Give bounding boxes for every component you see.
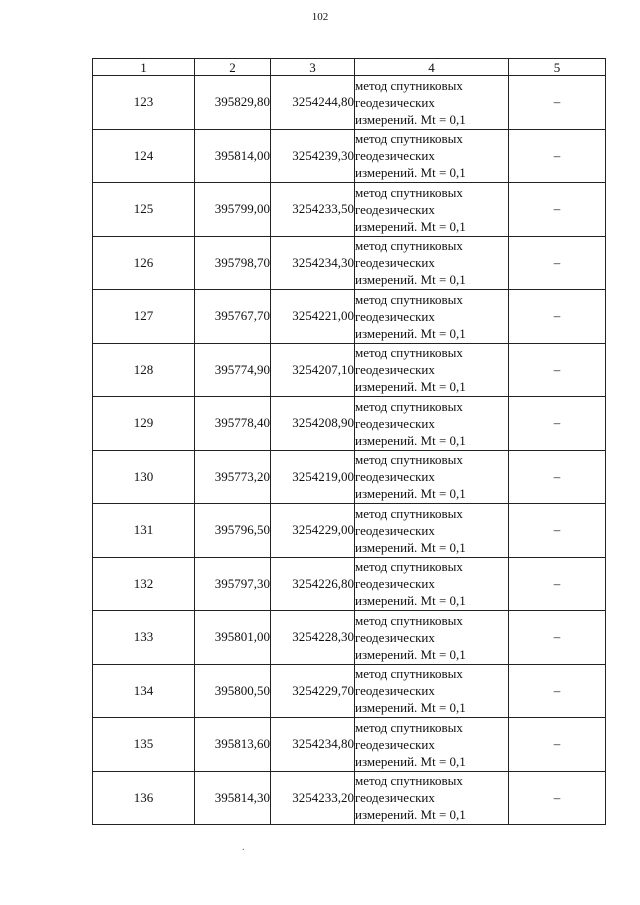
point-number-cell: 123 xyxy=(93,76,195,130)
method-line-1: метод спутниковых xyxy=(355,719,463,735)
y-coordinate-cell: 3254207,10 xyxy=(271,343,355,397)
method-line-1: метод спутниковых xyxy=(355,666,463,682)
y-coordinate-cell: 3254229,00 xyxy=(271,504,355,558)
point-number-cell: 129 xyxy=(93,397,195,451)
method-cell xyxy=(355,771,509,825)
method-cell xyxy=(355,290,509,344)
method-line-2: геодезических xyxy=(355,522,435,538)
point-number-cell: 130 xyxy=(93,450,195,504)
method-line-2: геодезических xyxy=(355,576,435,592)
y-coordinate-cell: 3254219,00 xyxy=(271,450,355,504)
y-coordinate-cell: 3254233,50 xyxy=(271,183,355,237)
column-5-cell: – xyxy=(509,611,606,665)
column-5-cell: – xyxy=(509,771,606,825)
method-cell xyxy=(355,183,509,237)
point-number-cell: 134 xyxy=(93,664,195,718)
x-coordinate-cell: 395800,50 xyxy=(195,664,271,718)
column-5-cell: – xyxy=(509,718,606,772)
column-5-cell: – xyxy=(509,664,606,718)
y-coordinate-cell: 3254234,80 xyxy=(271,718,355,772)
method-line-3: измерений. Mt = 0,1 xyxy=(355,432,466,448)
method-line-2: геодезических xyxy=(355,201,435,217)
table-row xyxy=(93,236,606,290)
method-cell xyxy=(355,76,509,130)
method-line-1: метод спутниковых xyxy=(355,291,463,307)
method-line-3: измерений. Mt = 0,1 xyxy=(355,325,466,341)
method-cell xyxy=(355,718,509,772)
method-line-1: метод спутниковых xyxy=(355,77,463,93)
method-line-1: метод спутниковых xyxy=(355,559,463,575)
method-line-2: геодезических xyxy=(355,629,435,645)
method-line-2: геодезических xyxy=(355,148,435,164)
method-line-1: метод спутниковых xyxy=(355,612,463,628)
method-line-3: измерений. Mt = 0,1 xyxy=(355,539,466,555)
table-row xyxy=(93,771,606,825)
method-line-3: измерений. Mt = 0,1 xyxy=(355,111,466,127)
x-coordinate-cell: 395799,00 xyxy=(195,183,271,237)
point-number-cell: 124 xyxy=(93,129,195,183)
table-row xyxy=(93,718,606,772)
y-coordinate-cell: 3254221,00 xyxy=(271,290,355,344)
table-row xyxy=(93,290,606,344)
method-line-1: метод спутниковых xyxy=(355,345,463,361)
point-number-cell: 136 xyxy=(93,771,195,825)
method-line-2: геодезических xyxy=(355,94,435,110)
method-line-2: геодезических xyxy=(355,308,435,324)
table-row xyxy=(93,397,606,451)
x-coordinate-cell: 395829,80 xyxy=(195,76,271,130)
method-cell xyxy=(355,611,509,665)
point-number-cell: 132 xyxy=(93,557,195,611)
method-line-3: измерений. Mt = 0,1 xyxy=(355,218,466,234)
method-line-2: геодезических xyxy=(355,362,435,378)
method-line-1: метод спутниковых xyxy=(355,131,463,147)
method-line-3: измерений. Mt = 0,1 xyxy=(355,272,466,288)
x-coordinate-cell: 395773,20 xyxy=(195,450,271,504)
method-line-2: геодезических xyxy=(355,790,435,806)
method-line-1: метод спутниковых xyxy=(355,238,463,254)
table-row xyxy=(93,129,606,183)
method-line-2: геодезических xyxy=(355,683,435,699)
x-coordinate-cell: 395778,40 xyxy=(195,397,271,451)
column-5-cell: – xyxy=(509,450,606,504)
y-coordinate-cell: 3254233,20 xyxy=(271,771,355,825)
y-coordinate-cell: 3254228,30 xyxy=(271,611,355,665)
coordinates-table xyxy=(92,58,606,825)
x-coordinate-cell: 395798,70 xyxy=(195,236,271,290)
column-header-3: 3 xyxy=(271,59,355,76)
x-coordinate-cell: 395813,60 xyxy=(195,718,271,772)
method-line-3: измерений. Mt = 0,1 xyxy=(355,593,466,609)
method-line-1: метод спутниковых xyxy=(355,184,463,200)
method-cell xyxy=(355,236,509,290)
table-row xyxy=(93,343,606,397)
column-5-cell: – xyxy=(509,290,606,344)
method-line-3: измерений. Mt = 0,1 xyxy=(355,753,466,769)
x-coordinate-cell: 395801,00 xyxy=(195,611,271,665)
point-number-cell: 133 xyxy=(93,611,195,665)
point-number-cell: 127 xyxy=(93,290,195,344)
method-line-3: измерений. Mt = 0,1 xyxy=(355,165,466,181)
column-5-cell: – xyxy=(509,504,606,558)
method-cell xyxy=(355,557,509,611)
point-number-cell: 126 xyxy=(93,236,195,290)
x-coordinate-cell: 395767,70 xyxy=(195,290,271,344)
y-coordinate-cell: 3254208,90 xyxy=(271,397,355,451)
column-header-2: 2 xyxy=(195,59,271,76)
page-number: 102 xyxy=(311,11,329,23)
method-line-2: геодезических xyxy=(355,255,435,271)
point-number-cell: 135 xyxy=(93,718,195,772)
column-5-cell: – xyxy=(509,76,606,130)
table-row xyxy=(93,183,606,237)
x-coordinate-cell: 395774,90 xyxy=(195,343,271,397)
method-line-1: метод спутниковых xyxy=(355,452,463,468)
method-line-1: метод спутниковых xyxy=(355,398,463,414)
column-5-cell: – xyxy=(509,557,606,611)
table-row xyxy=(93,664,606,718)
column-header-1: 1 xyxy=(93,59,195,76)
point-number-cell: 131 xyxy=(93,504,195,558)
table-row xyxy=(93,504,606,558)
method-line-3: измерений. Mt = 0,1 xyxy=(355,646,466,662)
y-coordinate-cell: 3254244,80 xyxy=(271,76,355,130)
y-coordinate-cell: 3254226,80 xyxy=(271,557,355,611)
method-cell xyxy=(355,504,509,558)
table-row xyxy=(93,450,606,504)
method-cell xyxy=(355,664,509,718)
table-row xyxy=(93,611,606,665)
method-cell xyxy=(355,397,509,451)
y-coordinate-cell: 3254229,70 xyxy=(271,664,355,718)
column-5-cell: – xyxy=(509,129,606,183)
table-row xyxy=(93,76,606,130)
method-line-2: геодезических xyxy=(355,415,435,431)
table-body xyxy=(93,76,606,825)
method-line-3: измерений. Mt = 0,1 xyxy=(355,700,466,716)
method-line-3: измерений. Mt = 0,1 xyxy=(355,379,466,395)
point-number-cell: 128 xyxy=(93,343,195,397)
method-cell xyxy=(355,129,509,183)
point-number-cell: 125 xyxy=(93,183,195,237)
method-line-1: метод спутниковых xyxy=(355,505,463,521)
y-coordinate-cell: 3254234,30 xyxy=(271,236,355,290)
method-line-2: геодезических xyxy=(355,736,435,752)
column-5-cell: – xyxy=(509,397,606,451)
x-coordinate-cell: 395796,50 xyxy=(195,504,271,558)
table-header-row xyxy=(93,59,606,76)
method-line-1: метод спутниковых xyxy=(355,773,463,789)
column-header-4: 4 xyxy=(355,59,509,76)
method-cell xyxy=(355,450,509,504)
column-5-cell: – xyxy=(509,236,606,290)
method-line-2: геодезических xyxy=(355,469,435,485)
column-header-5: 5 xyxy=(509,59,606,76)
method-line-3: измерений. Mt = 0,1 xyxy=(355,807,466,823)
x-coordinate-cell: 395814,00 xyxy=(195,129,271,183)
column-5-cell: – xyxy=(509,343,606,397)
method-cell xyxy=(355,343,509,397)
method-line-3: измерений. Mt = 0,1 xyxy=(355,486,466,502)
column-5-cell: – xyxy=(509,183,606,237)
x-coordinate-cell: 395814,30 xyxy=(195,771,271,825)
table-row xyxy=(93,557,606,611)
x-coordinate-cell: 395797,30 xyxy=(195,557,271,611)
stray-mark: . xyxy=(242,842,245,853)
y-coordinate-cell: 3254239,30 xyxy=(271,129,355,183)
